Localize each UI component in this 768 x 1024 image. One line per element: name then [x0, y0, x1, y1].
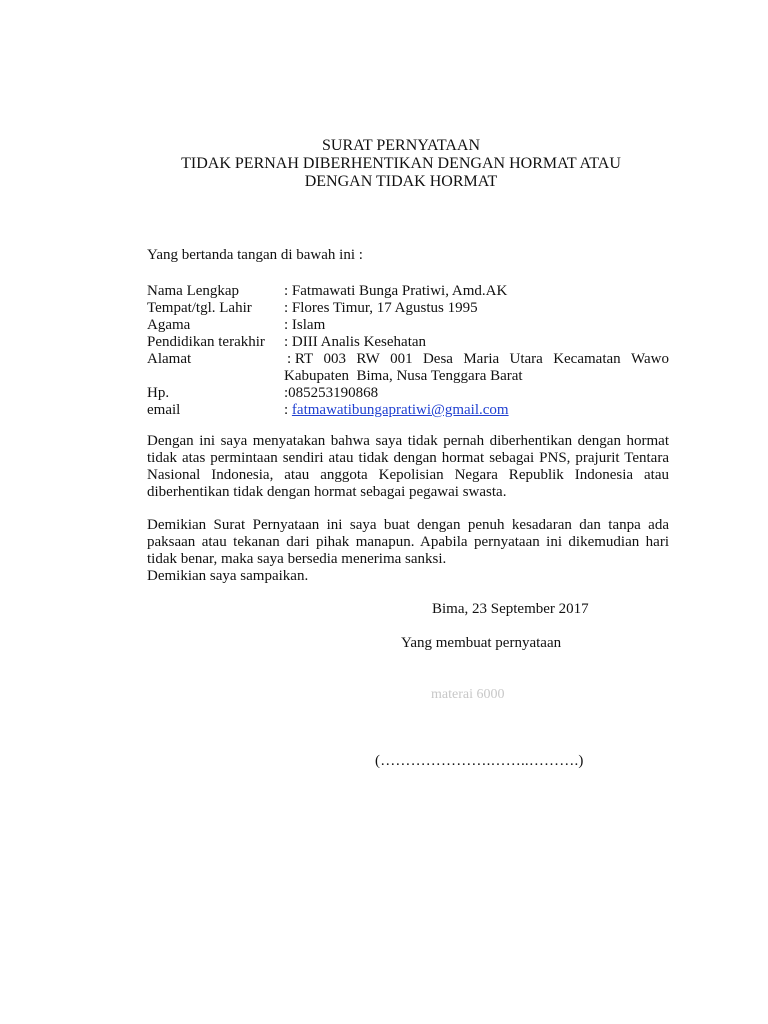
field-label: Agama: [147, 317, 191, 333]
field-label: Pendidikan terakhir: [147, 334, 265, 350]
title-line-1: SURAT PERNYATAAN: [321, 137, 480, 154]
field-value: : Fatmawati Bunga Pratiwi, Amd.AK: [284, 283, 508, 299]
address-word: Maria: [463, 351, 500, 367]
address-word: 003: [323, 351, 347, 367]
closing-paragraph: Demikian Surat Pernyataan ini saya buat dengan penuh kesadaran dan tanpa ada paksaan atau tekanan dari pihak manapun. Apabila pernyataan ini dikemudian hari tidak benar, maka saya bersedia menerima sanksi.: [147, 517, 669, 567]
field-row-email: [147, 402, 669, 419]
field-label: Tempat/tgl. Lahir: [147, 300, 252, 316]
signer-label: Yang membuat pernyataan: [401, 635, 562, 651]
address-word: Wawo: [631, 351, 669, 367]
signature-line: (………………….……..……….): [375, 753, 584, 769]
address-word: 001: [390, 351, 413, 367]
field-row-hp: [147, 385, 669, 402]
field-label: Nama Lengkap: [147, 283, 240, 299]
closing-line: Demikian saya sampaikan.: [147, 568, 309, 584]
place-date: Bima, 23 September 2017: [432, 601, 589, 617]
intro-text: Yang bertanda tangan di bawah ini :: [147, 247, 363, 263]
field-label: Alamat: [147, 351, 192, 367]
materai-stamp-placeholder: materai 6000: [431, 687, 505, 702]
address-word: Kecamatan: [553, 351, 621, 367]
email-link[interactable]: fatmawatibungapratiwi@gmail.com: [291, 402, 509, 418]
field-label: email: [147, 402, 181, 418]
field-value: [284, 351, 669, 385]
document-title: [0, 137, 768, 191]
address-word: RW: [356, 351, 380, 367]
address-word: Desa: [422, 351, 453, 367]
address-line-1: [284, 351, 669, 368]
title-line-2: TIDAK PERNAH DIBERHENTIKAN DENGAN HORMAT ATAU: [181, 155, 621, 172]
field-row-alamat: [147, 351, 669, 385]
email-prefix: :: [284, 402, 292, 418]
title-line-3: DENGAN TIDAK HORMAT: [304, 173, 498, 190]
field-row-nama: [147, 283, 669, 300]
field-row-pendidikan: [147, 334, 669, 351]
field-row-agama: [147, 317, 669, 334]
field-value: : DIII Analis Kesehatan: [284, 334, 427, 350]
address-word: Utara: [509, 351, 543, 367]
field-value: [284, 402, 669, 419]
field-value: : Flores Timur, 17 Agustus 1995: [284, 300, 478, 316]
identity-fields: [147, 283, 669, 419]
address-line-2: Kabupaten Bima, Nusa Tenggara Barat: [284, 368, 523, 384]
field-value: :085253190868: [284, 385, 379, 401]
field-label: Hp.: [147, 385, 170, 401]
field-row-ttl: [147, 300, 669, 317]
statement-paragraph: Dengan ini saya menyatakan bahwa saya tidak pernah diberhentikan dengan hormat tidak atas permintaan sendiri atau tidak dengan hormat sebagai PNS, prajurit Tentara Nasional Indonesia, atau anggota Kepolisian Negara Republik Indonesia atau diberhentikan tidak dengan hormat sebagai pegawai swasta.: [147, 433, 669, 500]
field-value: : Islam: [284, 317, 326, 333]
address-word: : RT: [287, 351, 314, 367]
